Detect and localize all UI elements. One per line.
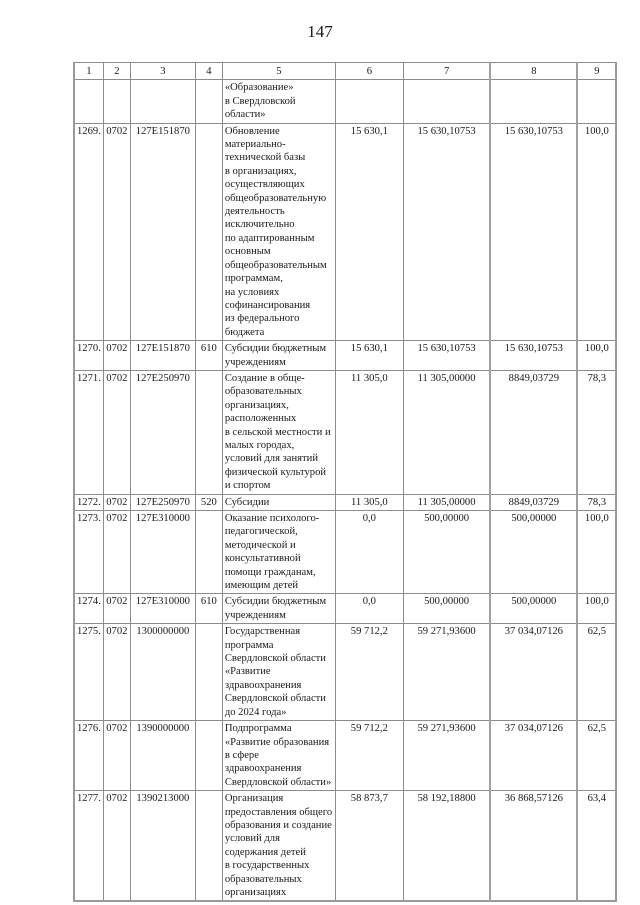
item-name: Создание в обще- образовательных организациях, расположенных в сельской местности и малых городах, условий для занятий физической культурой и спортом bbox=[222, 370, 335, 494]
item-name: Обновление материально- технической базы в организациях, осуществляющих общеобразовательную деятельность исключительно по адаптированным основным общеобразовательным программам, на условиях софинансирования из федерального бюджета bbox=[222, 123, 335, 341]
row-number: 1274. bbox=[74, 594, 103, 624]
item-name: Государственная программа Свердловской области «Развитие здравоохранения Свердловской области до 2024 года» bbox=[222, 624, 335, 721]
approved-amount bbox=[335, 80, 403, 123]
approved-amount: 15 630,1 bbox=[335, 123, 403, 341]
row-number: 1271. bbox=[74, 370, 103, 494]
column-header: 4 bbox=[195, 63, 222, 80]
approved-amount: 59 712,2 bbox=[335, 721, 403, 791]
expense-type-code: 520 bbox=[195, 494, 222, 510]
section-code: 0702 bbox=[103, 721, 130, 791]
table-row bbox=[74, 494, 616, 510]
target-article-code: 127E310000 bbox=[130, 594, 195, 624]
column-header: 6 bbox=[335, 63, 403, 80]
row-number: 1270. bbox=[74, 341, 103, 371]
expense-type-code: 610 bbox=[195, 594, 222, 624]
executed-amount: 500,00000 bbox=[490, 511, 577, 594]
item-name: Субсидии бюджетным учреждениям bbox=[222, 341, 335, 371]
expense-type-code bbox=[195, 123, 222, 341]
item-name: Подпрограмма «Развитие образования в сфере здравоохранения Свердловской области» bbox=[222, 721, 335, 791]
approved-amount: 0,0 bbox=[335, 511, 403, 594]
executed-amount: 15 630,10753 bbox=[490, 341, 577, 371]
refined-amount: 59 271,93600 bbox=[403, 721, 490, 791]
column-header: 3 bbox=[130, 63, 195, 80]
item-name: Организация предоставления общего образования и создание условий для содержания детей в государственных образовательных организациях bbox=[222, 791, 335, 902]
executed-amount: 37 034,07126 bbox=[490, 721, 577, 791]
table-row bbox=[74, 511, 616, 594]
row-number: 1276. bbox=[74, 721, 103, 791]
refined-amount: 11 305,00000 bbox=[403, 494, 490, 510]
row-number: 1275. bbox=[74, 624, 103, 721]
executed-amount: 8849,03729 bbox=[490, 370, 577, 494]
section-code: 0702 bbox=[103, 123, 130, 341]
row-number: 1277. bbox=[74, 791, 103, 902]
refined-amount: 59 271,93600 bbox=[403, 624, 490, 721]
approved-amount: 59 712,2 bbox=[335, 624, 403, 721]
refined-amount: 15 630,10753 bbox=[403, 341, 490, 371]
column-header: 1 bbox=[74, 63, 103, 80]
section-code: 0702 bbox=[103, 494, 130, 510]
column-header: 5 bbox=[222, 63, 335, 80]
executed-amount: 8849,03729 bbox=[490, 494, 577, 510]
row-number bbox=[74, 80, 103, 123]
executed-amount: 37 034,07126 bbox=[490, 624, 577, 721]
item-name: Оказание психолого- педагогической, методической и консультативной помощи гражданам, имеющим детей bbox=[222, 511, 335, 594]
item-name: «Образование» в Свердловской области» bbox=[222, 80, 335, 123]
column-header: 7 bbox=[403, 63, 490, 80]
column-header: 8 bbox=[490, 63, 577, 80]
execution-percent: 100,0 bbox=[577, 123, 616, 341]
row-number: 1272. bbox=[74, 494, 103, 510]
refined-amount: 15 630,10753 bbox=[403, 123, 490, 341]
execution-percent: 78,3 bbox=[577, 370, 616, 494]
table-row bbox=[74, 370, 616, 494]
item-name: Субсидии бюджетным учреждениям bbox=[222, 594, 335, 624]
execution-percent: 62,5 bbox=[577, 721, 616, 791]
table-row bbox=[74, 791, 616, 902]
refined-amount: 11 305,00000 bbox=[403, 370, 490, 494]
target-article-code: 127E310000 bbox=[130, 511, 195, 594]
section-code: 0702 bbox=[103, 341, 130, 371]
expense-type-code bbox=[195, 511, 222, 594]
section-code: 0702 bbox=[103, 370, 130, 494]
section-code: 0702 bbox=[103, 624, 130, 721]
column-header: 2 bbox=[103, 63, 130, 80]
executed-amount: 500,00000 bbox=[490, 594, 577, 624]
execution-percent: 100,0 bbox=[577, 341, 616, 371]
section-code: 0702 bbox=[103, 594, 130, 624]
target-article-code: 1390000000 bbox=[130, 721, 195, 791]
table-row bbox=[74, 624, 616, 721]
table-row bbox=[74, 594, 616, 624]
table-header-row bbox=[74, 63, 616, 80]
target-article-code: 1300000000 bbox=[130, 624, 195, 721]
item-name: Субсидии bbox=[222, 494, 335, 510]
refined-amount: 500,00000 bbox=[403, 594, 490, 624]
approved-amount: 0,0 bbox=[335, 594, 403, 624]
approved-amount: 58 873,7 bbox=[335, 791, 403, 902]
execution-percent bbox=[577, 80, 616, 123]
execution-percent: 62,5 bbox=[577, 624, 616, 721]
target-article-code: 1390213000 bbox=[130, 791, 195, 902]
expense-type-code: 610 bbox=[195, 341, 222, 371]
refined-amount: 58 192,18800 bbox=[403, 791, 490, 902]
column-header: 9 bbox=[577, 63, 616, 80]
row-number: 1273. bbox=[74, 511, 103, 594]
table-row bbox=[74, 80, 616, 123]
execution-percent: 63,4 bbox=[577, 791, 616, 902]
approved-amount: 11 305,0 bbox=[335, 370, 403, 494]
expense-type-code bbox=[195, 80, 222, 123]
approved-amount: 11 305,0 bbox=[335, 494, 403, 510]
target-article-code: 127E250970 bbox=[130, 494, 195, 510]
approved-amount: 15 630,1 bbox=[335, 341, 403, 371]
section-code bbox=[103, 80, 130, 123]
executed-amount bbox=[490, 80, 577, 123]
expense-type-code bbox=[195, 624, 222, 721]
table-row bbox=[74, 341, 616, 371]
execution-percent: 100,0 bbox=[577, 594, 616, 624]
section-code: 0702 bbox=[103, 791, 130, 902]
executed-amount: 15 630,10753 bbox=[490, 123, 577, 341]
expense-type-code bbox=[195, 791, 222, 902]
target-article-code bbox=[130, 80, 195, 123]
executed-amount: 36 868,57126 bbox=[490, 791, 577, 902]
section-code: 0702 bbox=[103, 511, 130, 594]
row-number: 1269. bbox=[74, 123, 103, 341]
budget-table bbox=[73, 62, 617, 902]
target-article-code: 127E151870 bbox=[130, 123, 195, 341]
target-article-code: 127E250970 bbox=[130, 370, 195, 494]
table-row bbox=[74, 123, 616, 341]
execution-percent: 100,0 bbox=[577, 511, 616, 594]
execution-percent: 78,3 bbox=[577, 494, 616, 510]
target-article-code: 127E151870 bbox=[130, 341, 195, 371]
refined-amount bbox=[403, 80, 490, 123]
table-row bbox=[74, 721, 616, 791]
refined-amount: 500,00000 bbox=[403, 511, 490, 594]
page-number: 147 bbox=[307, 22, 333, 41]
expense-type-code bbox=[195, 721, 222, 791]
expense-type-code bbox=[195, 370, 222, 494]
